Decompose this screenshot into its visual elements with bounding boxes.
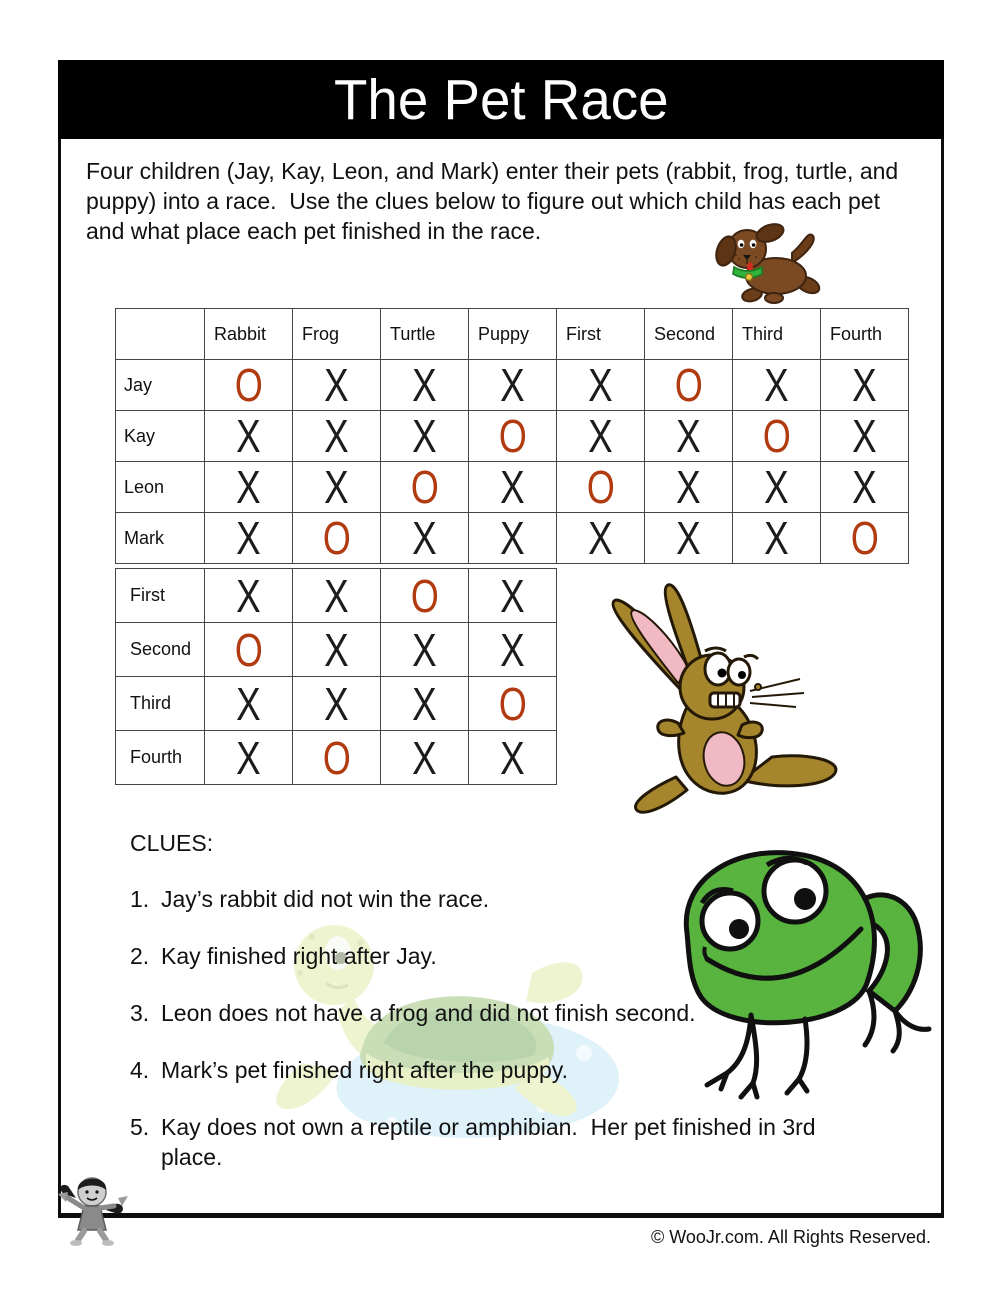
mark-cell	[645, 513, 733, 564]
grid-row-header-kay: Kay	[116, 411, 205, 462]
clues-heading: CLUES:	[130, 830, 214, 856]
mark-cell	[557, 462, 645, 513]
grid-col-header-second: Second	[645, 309, 733, 360]
mark-cell	[293, 623, 381, 677]
grid-row-header-fourth: Fourth	[116, 731, 205, 785]
grid-col-header-puppy: Puppy	[469, 309, 557, 360]
x-mark: X	[764, 512, 789, 564]
x-mark: X	[412, 359, 437, 411]
mark-cell	[205, 731, 293, 785]
mark-cell	[381, 513, 469, 564]
mark-cell	[645, 462, 733, 513]
x-mark: X	[412, 410, 437, 462]
clue-text: Mark’s pet finished right after the puppy.	[161, 1057, 568, 1083]
o-mark: O	[322, 512, 351, 564]
mark-cell	[381, 623, 469, 677]
mark-cell	[293, 677, 381, 731]
grid-row-header-mark: Mark	[116, 513, 205, 564]
clue-text: Kay finished right after Jay.	[161, 943, 437, 969]
grid-row-header-leon: Leon	[116, 462, 205, 513]
x-mark: X	[676, 512, 701, 564]
mark-cell	[733, 513, 821, 564]
x-mark: X	[236, 569, 261, 622]
x-mark: X	[324, 410, 349, 462]
o-mark: O	[762, 410, 791, 462]
x-mark: X	[412, 677, 437, 730]
grid-col-header-rabbit: Rabbit	[205, 309, 293, 360]
x-mark: X	[324, 677, 349, 730]
clue-number: 3.	[130, 1000, 150, 1026]
o-mark: O	[586, 461, 615, 513]
x-mark: X	[412, 623, 437, 676]
clue-number: 4.	[130, 1057, 150, 1083]
mark-cell	[293, 731, 381, 785]
x-mark: X	[500, 512, 525, 564]
mark-cell	[381, 411, 469, 462]
o-mark: O	[498, 410, 527, 462]
x-mark: X	[500, 461, 525, 513]
clue-text: Kay does not own a reptile or amphibian. Her pet finished in 3rd place.	[161, 1114, 822, 1170]
mark-cell	[469, 513, 557, 564]
mark-cell	[821, 360, 909, 411]
x-mark: X	[588, 359, 613, 411]
o-mark: O	[850, 512, 879, 564]
clue-text: Leon does not have a frog and did not finish second.	[161, 1000, 696, 1026]
mark-cell	[205, 513, 293, 564]
x-mark: X	[588, 512, 613, 564]
mark-cell	[205, 623, 293, 677]
mark-cell	[381, 569, 469, 623]
mark-cell	[293, 462, 381, 513]
mark-cell	[469, 360, 557, 411]
grid-col-header-first: First	[557, 309, 645, 360]
x-mark: X	[236, 410, 261, 462]
mark-cell	[733, 462, 821, 513]
x-mark: X	[236, 731, 261, 784]
x-mark: X	[500, 731, 525, 784]
mark-cell	[557, 513, 645, 564]
mark-cell	[557, 411, 645, 462]
intro-paragraph: Four children (Jay, Kay, Leon, and Mark) enter their pets (rabbit, frog, turtle, and puppy) into a race. Use the clues below to figure out which child has each pet and what place each pet finished in the race.	[86, 158, 905, 244]
mark-cell	[205, 411, 293, 462]
x-mark: X	[412, 512, 437, 564]
x-mark: X	[852, 461, 877, 513]
copyright-text: © WooJr.com. All Rights Reserved.	[650, 1227, 931, 1247]
mark-cell	[205, 677, 293, 731]
grid-row-header-second: Second	[116, 623, 205, 677]
mark-cell	[821, 513, 909, 564]
mark-cell	[645, 360, 733, 411]
mark-cell	[381, 731, 469, 785]
page-title: The Pet Race	[333, 67, 669, 132]
mark-cell	[381, 677, 469, 731]
mark-cell	[469, 411, 557, 462]
grid-row-mark	[116, 513, 909, 564]
x-mark: X	[588, 410, 613, 462]
x-mark: X	[236, 461, 261, 513]
x-mark: X	[500, 359, 525, 411]
mark-cell	[293, 513, 381, 564]
grid-row-fourth	[116, 731, 557, 785]
girl-mascot	[56, 1168, 132, 1248]
mark-cell	[381, 360, 469, 411]
grid-row-header-third: Third	[116, 677, 205, 731]
x-mark: X	[764, 461, 789, 513]
mark-cell	[469, 623, 557, 677]
mark-cell	[205, 462, 293, 513]
x-mark: X	[236, 677, 261, 730]
clue-item	[130, 1112, 840, 1172]
x-mark: X	[852, 410, 877, 462]
grid-row-header-first: First	[116, 569, 205, 623]
grid-col-header-frog: Frog	[293, 309, 381, 360]
grid-row-third	[116, 677, 557, 731]
o-mark: O	[322, 731, 351, 784]
mark-cell	[733, 411, 821, 462]
clue-number: 1.	[130, 886, 150, 912]
x-mark: X	[324, 461, 349, 513]
clue-number: 5.	[130, 1114, 150, 1140]
o-mark: O	[234, 623, 263, 676]
grid-row-first	[116, 569, 557, 623]
mark-cell	[469, 462, 557, 513]
mark-cell	[469, 731, 557, 785]
x-mark: X	[764, 359, 789, 411]
mark-cell	[205, 360, 293, 411]
logic-grid-lower	[115, 568, 557, 785]
mark-cell	[821, 411, 909, 462]
o-mark: O	[410, 569, 439, 622]
x-mark: X	[500, 569, 525, 622]
grid-corner-cell	[116, 309, 205, 360]
x-mark: X	[236, 512, 261, 564]
clue-text: Jay’s rabbit did not win the race.	[161, 886, 490, 912]
mark-cell	[557, 360, 645, 411]
mark-cell	[469, 677, 557, 731]
grid-col-header-fourth: Fourth	[821, 309, 909, 360]
mark-cell	[645, 411, 733, 462]
x-mark: X	[676, 410, 701, 462]
grid-row-leon	[116, 462, 909, 513]
rabbit-illustration	[592, 575, 848, 821]
x-mark: X	[324, 569, 349, 622]
mark-cell	[293, 569, 381, 623]
puppy-illustration	[712, 219, 836, 305]
x-mark: X	[852, 359, 877, 411]
grid-row-second	[116, 623, 557, 677]
grid-row-header-jay: Jay	[116, 360, 205, 411]
x-mark: X	[676, 461, 701, 513]
mark-cell	[733, 360, 821, 411]
grid-row-kay	[116, 411, 909, 462]
grid-col-header-third: Third	[733, 309, 821, 360]
clue-number: 2.	[130, 943, 150, 969]
mark-cell	[205, 569, 293, 623]
frog-illustration	[655, 833, 942, 1110]
title-bar	[58, 60, 944, 139]
o-mark: O	[234, 359, 263, 411]
o-mark: O	[410, 461, 439, 513]
x-mark: X	[412, 731, 437, 784]
mark-cell	[469, 569, 557, 623]
mark-cell	[381, 462, 469, 513]
x-mark: X	[324, 359, 349, 411]
mark-cell	[293, 411, 381, 462]
logic-grid-upper	[115, 308, 909, 564]
grid-col-header-turtle: Turtle	[381, 309, 469, 360]
grid-row-jay	[116, 360, 909, 411]
o-mark: O	[674, 359, 703, 411]
x-mark: X	[500, 623, 525, 676]
o-mark: O	[498, 677, 527, 730]
x-mark: X	[324, 623, 349, 676]
mark-cell	[293, 360, 381, 411]
mark-cell	[821, 462, 909, 513]
